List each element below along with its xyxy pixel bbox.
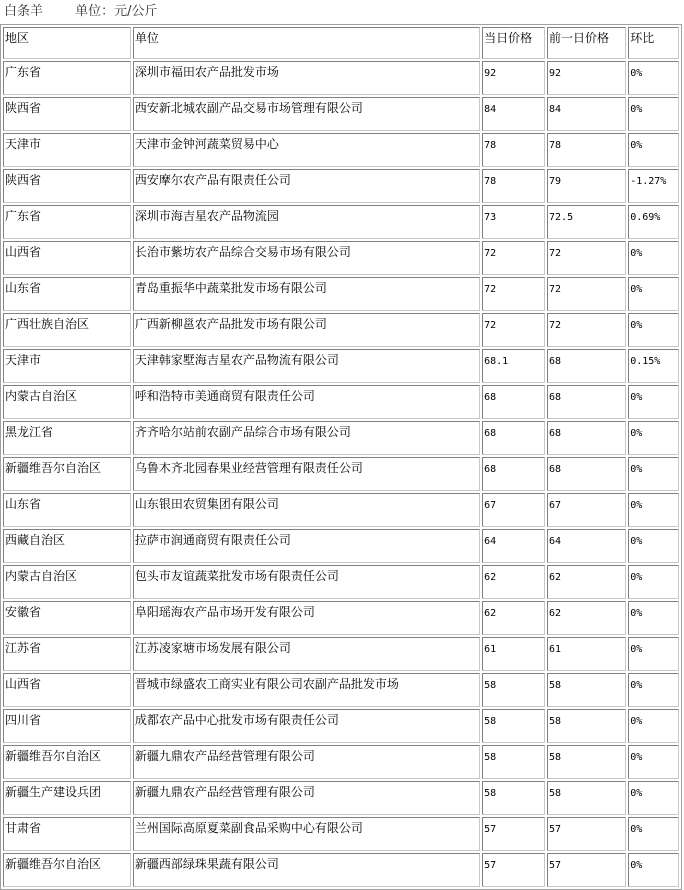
cell-region: 山西省 — [3, 241, 131, 275]
cell-change: 0% — [628, 457, 679, 491]
cell-today-price: 57 — [482, 817, 545, 851]
cell-region: 四川省 — [3, 709, 131, 743]
header-region: 地区 — [3, 27, 131, 59]
cell-region: 山西省 — [3, 673, 131, 707]
table-row — [3, 637, 679, 671]
cell-unit: 新疆九鼎农产品经营管理有限公司 — [133, 745, 480, 779]
cell-today-price: 92 — [482, 61, 545, 95]
cell-region: 陕西省 — [3, 97, 131, 131]
cell-previous-price: 79 — [547, 169, 626, 203]
cell-previous-price: 68 — [547, 385, 626, 419]
cell-unit: 广西新柳邕农产品批发市场有限公司 — [133, 313, 480, 347]
cell-region: 西藏自治区 — [3, 529, 131, 563]
table-row — [3, 781, 679, 815]
cell-change: 0.69% — [628, 205, 679, 239]
table-row — [3, 565, 679, 599]
cell-change: 0% — [628, 385, 679, 419]
cell-change: 0.15% — [628, 349, 679, 383]
cell-today-price: 73 — [482, 205, 545, 239]
cell-unit: 山东银田农贸集团有限公司 — [133, 493, 480, 527]
cell-region: 天津市 — [3, 133, 131, 167]
cell-unit: 晋城市绿盛农工商实业有限公司农副产品批发市场 — [133, 673, 480, 707]
cell-region: 新疆维吾尔自治区 — [3, 457, 131, 491]
cell-change: 0% — [628, 493, 679, 527]
cell-change: 0% — [628, 277, 679, 311]
cell-unit: 齐齐哈尔站前农副产品综合市场有限公司 — [133, 421, 480, 455]
cell-today-price: 84 — [482, 97, 545, 131]
table-row — [3, 493, 679, 527]
cell-unit: 拉萨市润通商贸有限责任公司 — [133, 529, 480, 563]
cell-today-price: 68 — [482, 457, 545, 491]
cell-today-price: 68.1 — [482, 349, 545, 383]
cell-previous-price: 78 — [547, 133, 626, 167]
cell-today-price: 67 — [482, 493, 545, 527]
cell-region: 内蒙古自治区 — [3, 565, 131, 599]
cell-unit: 阜阳瑶海农产品市场开发有限公司 — [133, 601, 480, 635]
cell-region: 江苏省 — [3, 637, 131, 671]
price-table-body — [3, 27, 679, 887]
cell-previous-price: 68 — [547, 457, 626, 491]
cell-unit: 包头市友谊蔬菜批发市场有限责任公司 — [133, 565, 480, 599]
table-row — [3, 457, 679, 491]
cell-change: 0% — [628, 637, 679, 671]
cell-change: 0% — [628, 313, 679, 347]
header-unit: 单位 — [133, 27, 480, 59]
header-previous-price: 前一日价格 — [547, 27, 626, 59]
cell-region: 山东省 — [3, 493, 131, 527]
cell-change: 0% — [628, 61, 679, 95]
cell-unit: 新疆西部绿珠果蔬有限公司 — [133, 853, 480, 887]
cell-unit: 天津韩家墅海吉星农产品物流有限公司 — [133, 349, 480, 383]
cell-unit: 青岛重振华中蔬菜批发市场有限公司 — [133, 277, 480, 311]
cell-unit: 成都农产品中心批发市场有限责任公司 — [133, 709, 480, 743]
table-row — [3, 529, 679, 563]
cell-unit: 呼和浩特市美通商贸有限责任公司 — [133, 385, 480, 419]
cell-unit: 乌鲁木齐北园春果业经营管理有限责任公司 — [133, 457, 480, 491]
table-row — [3, 817, 679, 851]
header-today-price: 当日价格 — [482, 27, 545, 59]
cell-region: 安徽省 — [3, 601, 131, 635]
cell-region: 广西壮族自治区 — [3, 313, 131, 347]
table-row — [3, 133, 679, 167]
price-table — [0, 24, 682, 890]
cell-change: -1.27% — [628, 169, 679, 203]
cell-unit: 江苏凌家塘市场发展有限公司 — [133, 637, 480, 671]
cell-previous-price: 62 — [547, 601, 626, 635]
cell-today-price: 57 — [482, 853, 545, 887]
cell-region: 甘肃省 — [3, 817, 131, 851]
cell-unit: 天津市金钟河蔬菜贸易中心 — [133, 133, 480, 167]
cell-change: 0% — [628, 421, 679, 455]
table-row — [3, 205, 679, 239]
cell-previous-price: 57 — [547, 817, 626, 851]
cell-previous-price: 62 — [547, 565, 626, 599]
table-row — [3, 61, 679, 95]
cell-change: 0% — [628, 565, 679, 599]
table-row — [3, 385, 679, 419]
cell-previous-price: 92 — [547, 61, 626, 95]
cell-previous-price: 58 — [547, 745, 626, 779]
cell-previous-price: 57 — [547, 853, 626, 887]
table-row — [3, 277, 679, 311]
table-row — [3, 673, 679, 707]
cell-region: 新疆维吾尔自治区 — [3, 853, 131, 887]
cell-today-price: 72 — [482, 241, 545, 275]
cell-region: 广东省 — [3, 61, 131, 95]
cell-unit: 西安新北城农副产品交易市场管理有限公司 — [133, 97, 480, 131]
cell-change: 0% — [628, 709, 679, 743]
cell-previous-price: 58 — [547, 709, 626, 743]
cell-previous-price: 72.5 — [547, 205, 626, 239]
cell-region: 广东省 — [3, 205, 131, 239]
cell-region: 内蒙古自治区 — [3, 385, 131, 419]
table-header-row — [3, 27, 679, 59]
cell-today-price: 64 — [482, 529, 545, 563]
cell-change: 0% — [628, 853, 679, 887]
cell-previous-price: 84 — [547, 97, 626, 131]
table-row — [3, 745, 679, 779]
cell-change: 0% — [628, 601, 679, 635]
cell-unit: 新疆九鼎农产品经营管理有限公司 — [133, 781, 480, 815]
product-name: 白条羊 — [4, 4, 44, 19]
cell-change: 0% — [628, 817, 679, 851]
cell-previous-price: 58 — [547, 781, 626, 815]
cell-today-price: 58 — [482, 745, 545, 779]
table-row — [3, 313, 679, 347]
cell-unit: 深圳市海吉星农产品物流园 — [133, 205, 480, 239]
cell-today-price: 68 — [482, 421, 545, 455]
cell-region: 新疆生产建设兵团 — [3, 781, 131, 815]
unit-label: 单位：元/公斤 — [75, 4, 158, 19]
cell-previous-price: 67 — [547, 493, 626, 527]
cell-previous-price: 72 — [547, 313, 626, 347]
cell-change: 0% — [628, 673, 679, 707]
cell-region: 山东省 — [3, 277, 131, 311]
cell-unit: 西安摩尔农产品有限责任公司 — [133, 169, 480, 203]
table-row — [3, 709, 679, 743]
table-caption — [0, 0, 684, 24]
cell-today-price: 78 — [482, 133, 545, 167]
table-row — [3, 853, 679, 887]
header-change: 环比 — [628, 27, 679, 59]
table-row — [3, 421, 679, 455]
cell-unit: 深圳市福田农产品批发市场 — [133, 61, 480, 95]
cell-today-price: 78 — [482, 169, 545, 203]
cell-region: 天津市 — [3, 349, 131, 383]
cell-previous-price: 58 — [547, 673, 626, 707]
table-row — [3, 169, 679, 203]
cell-today-price: 68 — [482, 385, 545, 419]
cell-today-price: 58 — [482, 673, 545, 707]
cell-change: 0% — [628, 529, 679, 563]
cell-today-price: 62 — [482, 565, 545, 599]
cell-unit: 长治市紫坊农产品综合交易市场有限公司 — [133, 241, 480, 275]
cell-previous-price: 68 — [547, 349, 626, 383]
cell-previous-price: 72 — [547, 241, 626, 275]
cell-today-price: 72 — [482, 313, 545, 347]
cell-previous-price: 72 — [547, 277, 626, 311]
cell-today-price: 62 — [482, 601, 545, 635]
cell-change: 0% — [628, 781, 679, 815]
cell-region: 新疆维吾尔自治区 — [3, 745, 131, 779]
cell-previous-price: 68 — [547, 421, 626, 455]
cell-previous-price: 64 — [547, 529, 626, 563]
cell-previous-price: 61 — [547, 637, 626, 671]
table-row — [3, 349, 679, 383]
table-row — [3, 97, 679, 131]
table-row — [3, 241, 679, 275]
cell-change: 0% — [628, 745, 679, 779]
cell-region: 黑龙江省 — [3, 421, 131, 455]
cell-change: 0% — [628, 241, 679, 275]
cell-unit: 兰州国际高原夏菜副食品采购中心有限公司 — [133, 817, 480, 851]
cell-change: 0% — [628, 97, 679, 131]
cell-today-price: 61 — [482, 637, 545, 671]
cell-change: 0% — [628, 133, 679, 167]
cell-today-price: 72 — [482, 277, 545, 311]
cell-today-price: 58 — [482, 709, 545, 743]
table-row — [3, 601, 679, 635]
cell-today-price: 58 — [482, 781, 545, 815]
cell-region: 陕西省 — [3, 169, 131, 203]
